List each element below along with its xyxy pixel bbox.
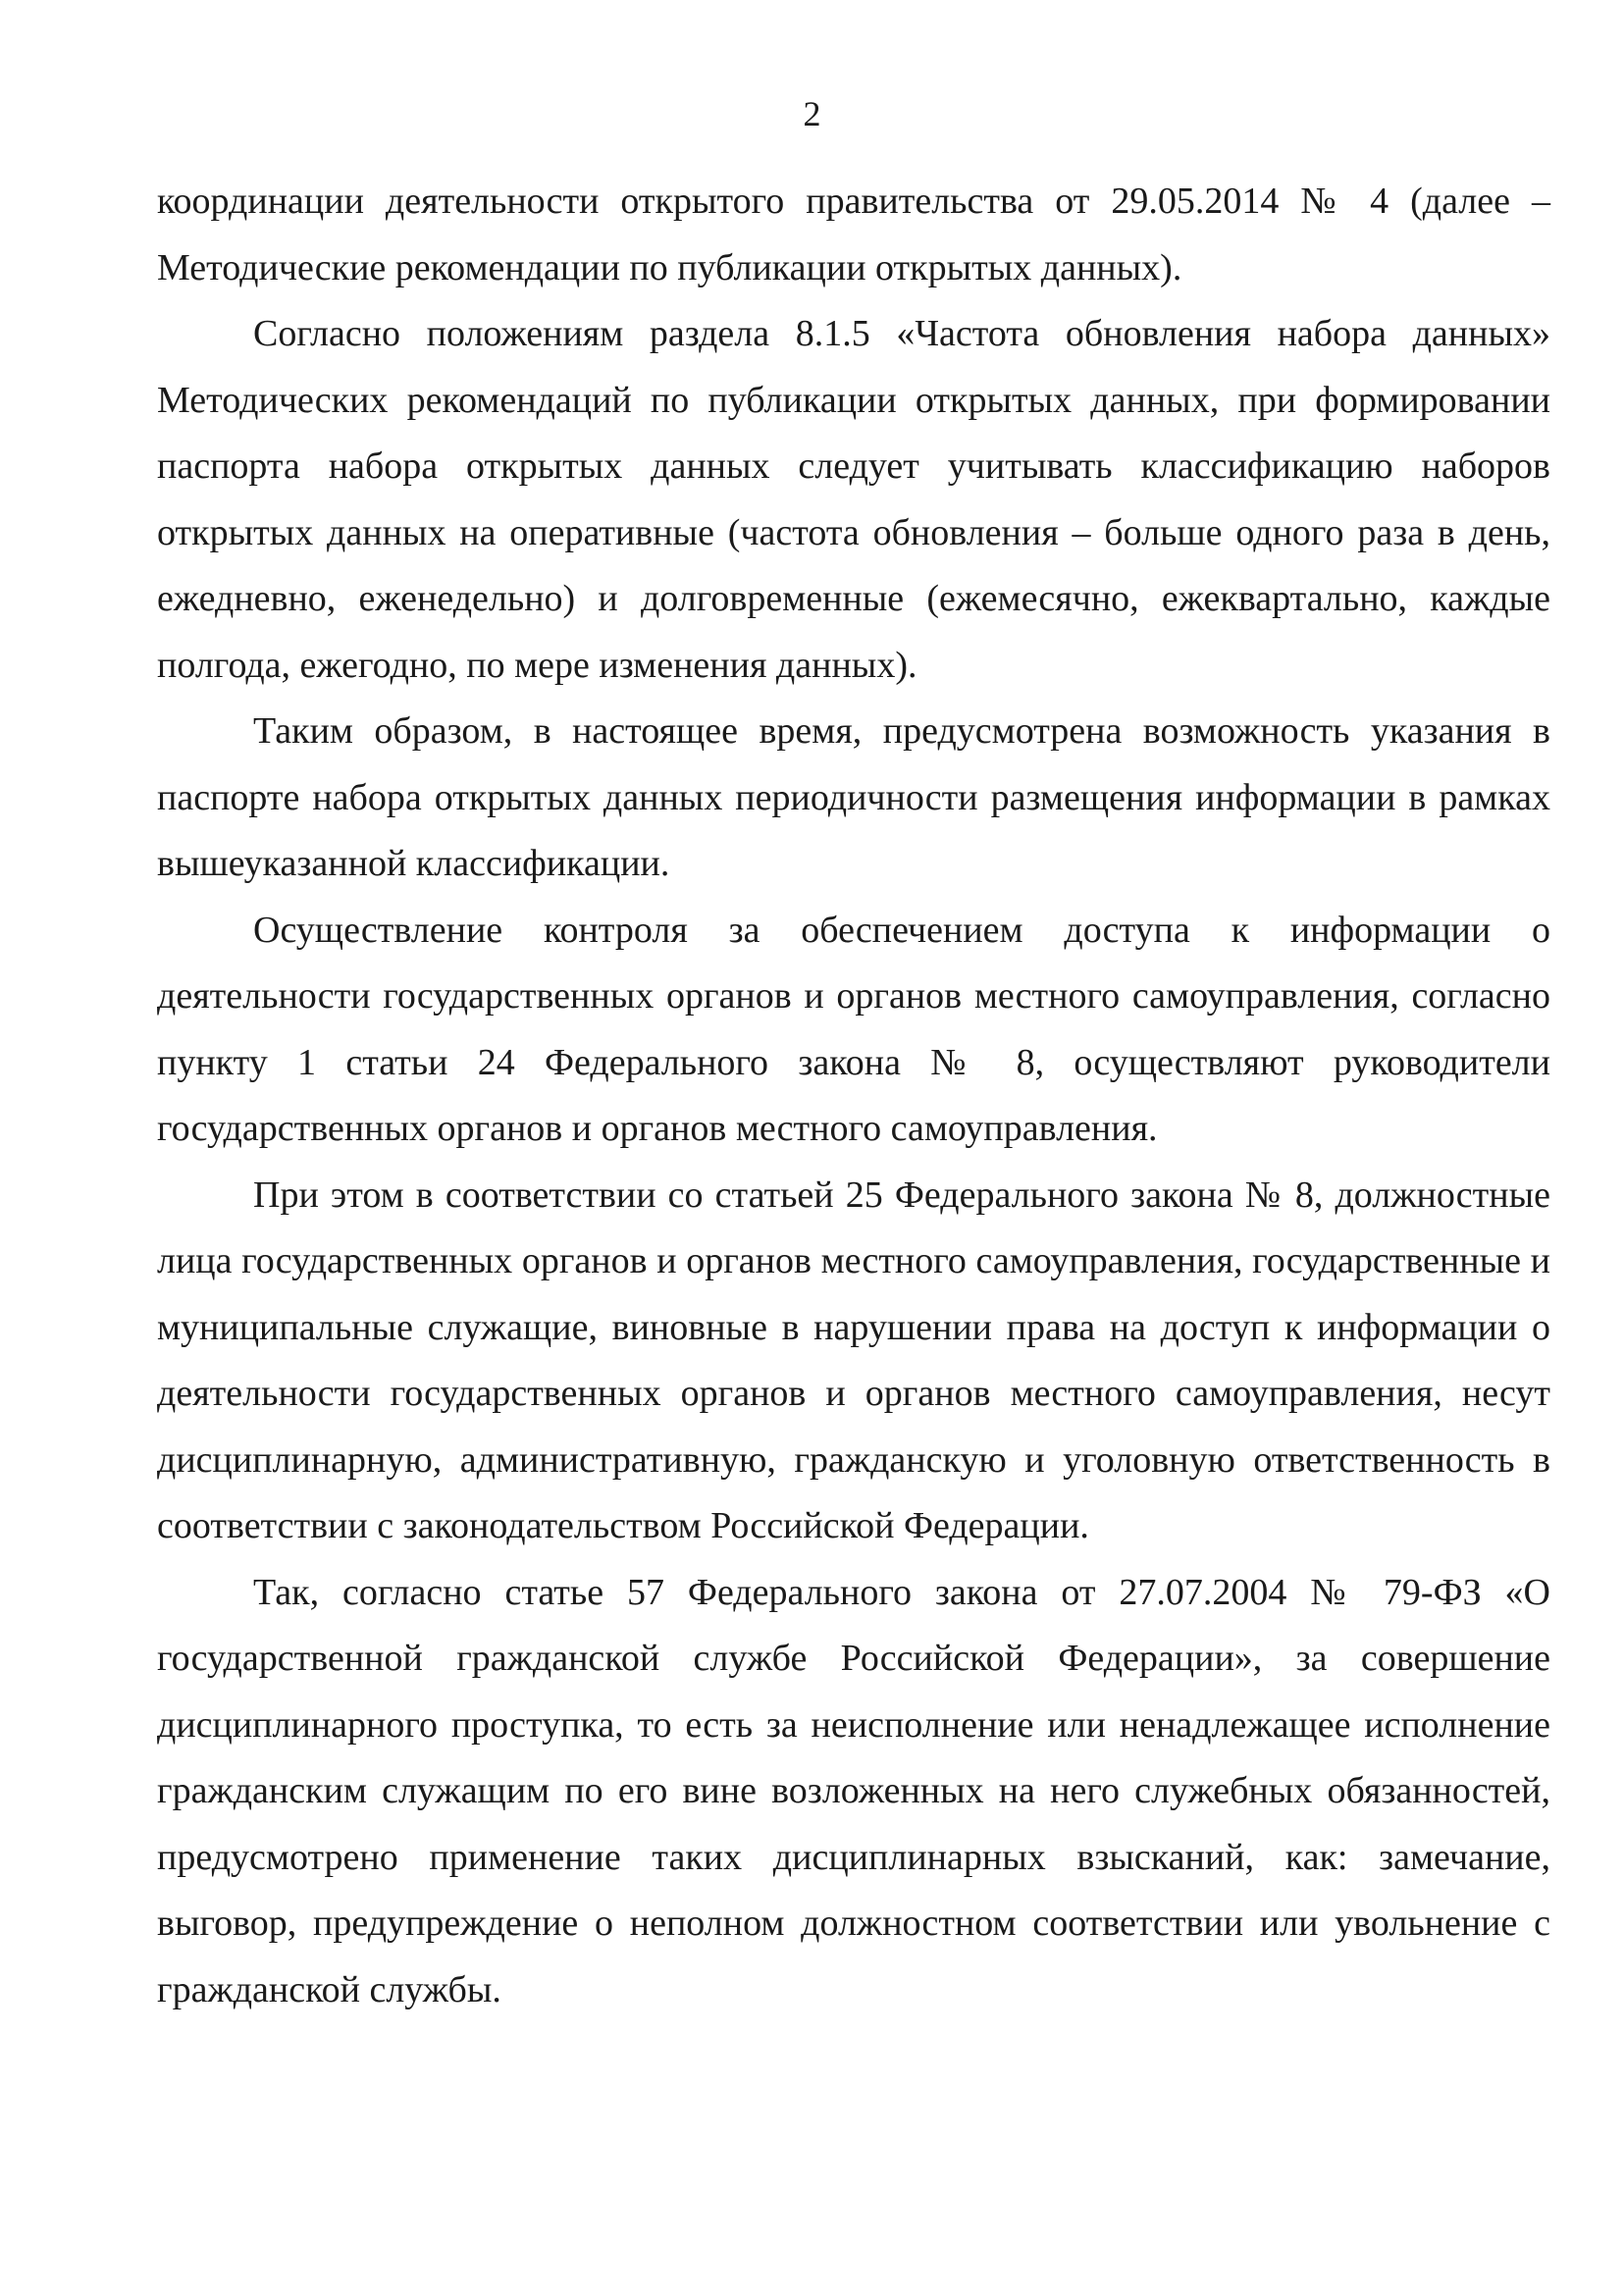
paragraph-4: Осуществление контроля за обеспечением доступа к информации о деятельности государственных органов и органов местного самоуправления, согласно пункту 1 статьи 24 Федерального закона № 8, осуществляют руководители государственных органов и органов местного самоуправления. — [157, 909, 1550, 1149]
paragraph-2: Согласно положениям раздела 8.1.5 «Частота обновления набора данных» Методических рекомендаций по публикации открытых данных, при формировании паспорта набора открытых данных следует учитывать классификацию наборов открытых данных на оперативные (частота обновления – больше одного раза в день, ежедневно, еженедельно) и долговременные (ежемесячно, ежеквартально, каждые полгода, ежегодно, по мере изменения данных). — [157, 313, 1550, 686]
paragraph-6: Так, согласно статье 57 Федерального закона от 27.07.2004 № 79-ФЗ «О государственной гражданской службе Российской Федерации», за совершение дисциплинарного проступка, то есть за неисполнение или ненадлежащее исполнение гражданским служащим по его вине возложенных на него служебных обязанностей, предусмотрено применение таких дисциплинарных взысканий, как: замечание, выговор, предупреждение о неполном должностном соответствии или увольнение с гражданской службы. — [157, 1571, 1550, 2010]
page-number: 2 — [803, 94, 821, 133]
paragraph-3: Таким образом, в настоящее время, предусмотрена возможность указания в паспорте набора открытых данных периодичности размещения информации в рамках вышеуказанной классификации. — [157, 710, 1550, 884]
paragraph-1: координации деятельности открытого правительства от 29.05.2014 № 4 (далее – Методические рекомендации по публикации открытых данных). — [157, 181, 1550, 288]
document-body — [157, 169, 1550, 2023]
paragraph-5: При этом в соответствии со статьей 25 Федерального закона № 8, должностные лица государственных органов и органов местного самоуправления, государственные и муниципальные служащие, виновные в нарушении права на доступ к информации о деятельности государственных органов и органов местного самоуправления, несут дисциплинарную, административную, гражданскую и уголовную ответственность в соответствии с законодательством Российской Федерации. — [157, 1174, 1550, 1546]
